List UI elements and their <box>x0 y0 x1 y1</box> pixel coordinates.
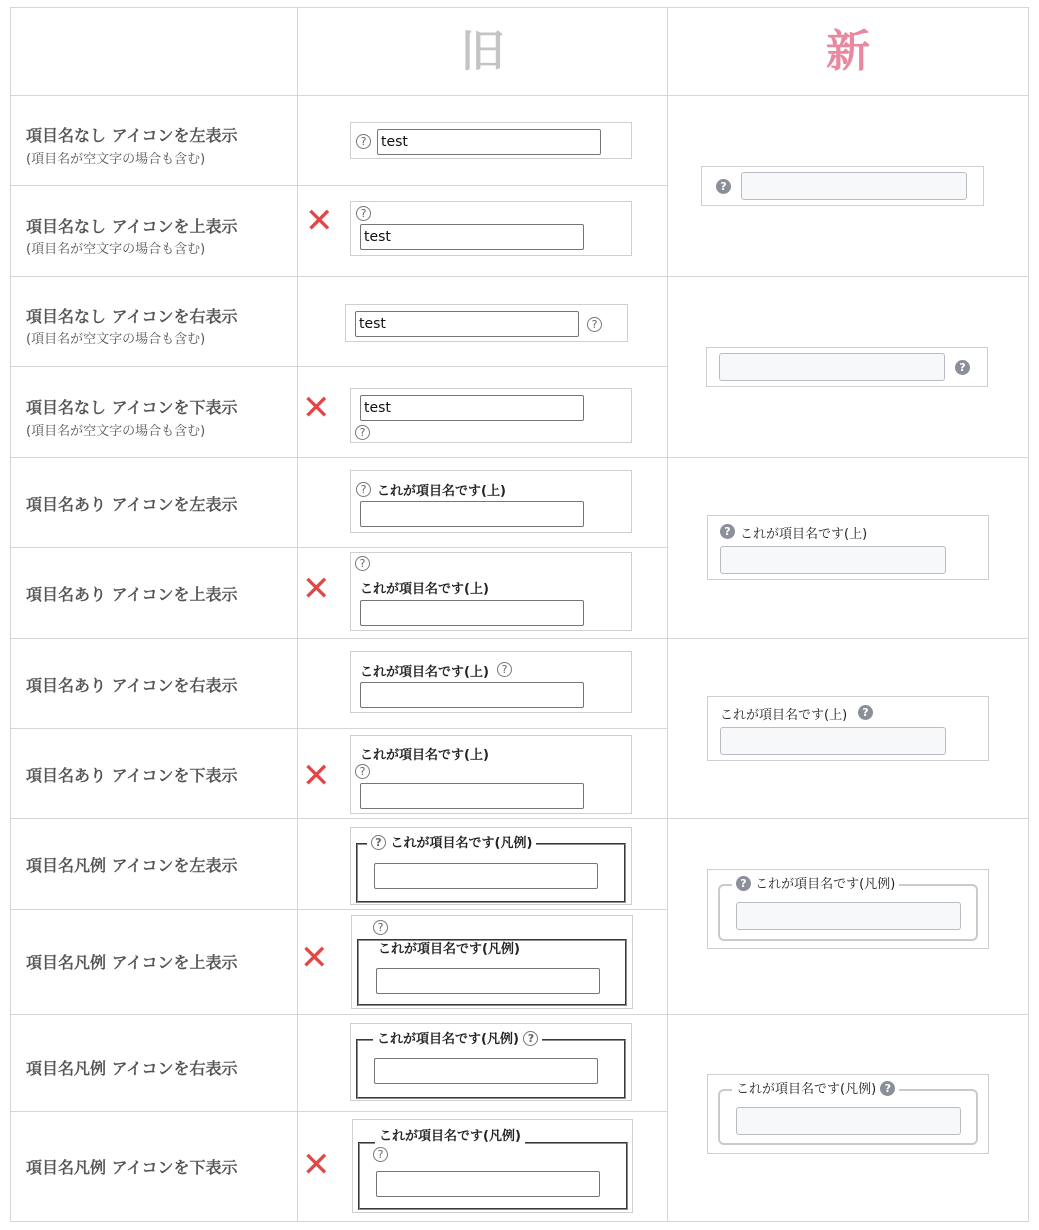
old-field-container <box>345 304 628 342</box>
help-icon[interactable]: ? <box>858 705 873 720</box>
field-label: これが項目名です(上) <box>360 665 489 680</box>
legend-text: これが項目名です(凡例) <box>390 836 533 851</box>
row-title: 項目名なし アイコンを下表示 <box>26 398 238 417</box>
row-subtitle: (項目名が空文字の場合も含む) <box>26 332 206 347</box>
text-input[interactable] <box>360 783 584 809</box>
text-input[interactable] <box>736 902 961 930</box>
help-icon[interactable]: ? <box>523 1031 538 1046</box>
text-input[interactable] <box>360 501 584 527</box>
field-label: これが項目名です(上) <box>360 748 489 763</box>
row-title: 項目名凡例 アイコンを下表示 <box>26 1158 238 1177</box>
field-label: これが項目名です(上) <box>720 708 848 723</box>
help-icon[interactable]: ? <box>355 764 370 779</box>
row-title: 項目名あり アイコンを右表示 <box>26 676 238 695</box>
help-icon[interactable]: ? <box>356 206 371 221</box>
new-field-container <box>707 696 989 761</box>
fieldset-legend: これが項目名です(凡例) <box>374 942 524 958</box>
help-icon[interactable]: ? <box>736 876 751 891</box>
text-input[interactable] <box>719 353 945 381</box>
row-subtitle: (項目名が空文字の場合も含む) <box>26 242 206 257</box>
new-field-container <box>707 515 989 580</box>
fieldset-legend <box>732 1082 899 1098</box>
legend-text: これが項目名です(凡例) <box>377 1032 519 1047</box>
old-field-container <box>352 1119 633 1213</box>
row-subtitle: (項目名が空文字の場合も含む) <box>26 424 206 439</box>
x-mark-icon: ✕ <box>300 938 329 978</box>
old-field-container <box>350 388 632 443</box>
text-input[interactable] <box>376 968 600 994</box>
x-mark-icon: ✕ <box>302 569 331 609</box>
old-field-container <box>350 651 632 713</box>
text-input[interactable] <box>360 600 584 626</box>
help-icon[interactable]: ? <box>587 317 602 332</box>
old-field-container <box>350 552 632 631</box>
help-icon[interactable]: ? <box>356 482 371 497</box>
fieldset-legend: これが項目名です(凡例) <box>375 1129 525 1145</box>
help-icon[interactable]: ? <box>497 662 512 677</box>
text-input[interactable]: test <box>360 224 584 250</box>
help-icon[interactable]: ? <box>356 134 371 149</box>
fieldset-legend <box>732 877 899 893</box>
row-title: 項目名凡例 アイコンを上表示 <box>26 953 238 972</box>
legend-text: これが項目名です(凡例) <box>755 877 896 892</box>
old-field-container <box>350 470 632 533</box>
old-field-container <box>351 915 633 1009</box>
old-field-container <box>350 1023 632 1101</box>
x-mark-icon: ✕ <box>302 756 331 796</box>
text-input[interactable]: test <box>355 311 579 337</box>
old-field-container <box>350 201 632 256</box>
help-icon[interactable]: ? <box>371 835 386 850</box>
fieldset-legend <box>373 1032 542 1048</box>
text-input[interactable] <box>374 1058 598 1084</box>
row-title: 項目名なし アイコンを右表示 <box>26 307 238 326</box>
old-field-container <box>350 827 632 905</box>
row-title: 項目名凡例 アイコンを右表示 <box>26 1059 238 1078</box>
help-icon[interactable]: ? <box>355 425 370 440</box>
row-title: 項目名なし アイコンを左表示 <box>26 126 238 145</box>
new-field-container <box>706 347 988 387</box>
help-icon[interactable]: ? <box>373 920 388 935</box>
text-input[interactable] <box>376 1171 600 1197</box>
field-label: これが項目名です(上) <box>377 484 506 499</box>
row-title: 項目名なし アイコンを上表示 <box>26 217 238 236</box>
header-new: 新 <box>826 26 870 77</box>
row-title: 項目名凡例 アイコンを左表示 <box>26 856 238 875</box>
text-input[interactable] <box>720 546 946 574</box>
text-input[interactable] <box>741 172 967 200</box>
help-icon[interactable]: ? <box>955 360 970 375</box>
x-mark-icon: ✕ <box>302 1145 331 1185</box>
field-label: これが項目名です(上) <box>740 527 868 542</box>
text-input[interactable]: test <box>377 129 601 155</box>
new-field-container <box>707 869 989 949</box>
row-subtitle: (項目名が空文字の場合も含む) <box>26 152 206 167</box>
help-icon[interactable]: ? <box>720 524 735 539</box>
legend-text: これが項目名です(凡例) <box>736 1082 877 1097</box>
x-mark-icon: ✕ <box>302 388 331 428</box>
fieldset-legend <box>367 836 536 852</box>
row-title: 項目名あり アイコンを上表示 <box>26 585 238 604</box>
text-input[interactable] <box>736 1107 961 1135</box>
help-icon[interactable]: ? <box>880 1081 895 1096</box>
text-input[interactable] <box>720 727 946 755</box>
text-input[interactable]: test <box>360 395 584 421</box>
text-input[interactable] <box>374 863 598 889</box>
header-old: 旧 <box>460 26 505 77</box>
new-field-container <box>701 166 984 206</box>
row-title: 項目名あり アイコンを下表示 <box>26 766 238 785</box>
old-field-container <box>350 122 632 159</box>
help-icon[interactable]: ? <box>373 1147 388 1162</box>
x-mark-icon: ✕ <box>305 201 334 241</box>
help-icon[interactable]: ? <box>716 179 731 194</box>
old-field-container <box>350 735 632 814</box>
field-label: これが項目名です(上) <box>360 582 489 597</box>
row-title: 項目名あり アイコンを左表示 <box>26 495 238 514</box>
new-field-container <box>707 1074 989 1154</box>
text-input[interactable] <box>360 682 584 708</box>
help-icon[interactable]: ? <box>355 556 370 571</box>
